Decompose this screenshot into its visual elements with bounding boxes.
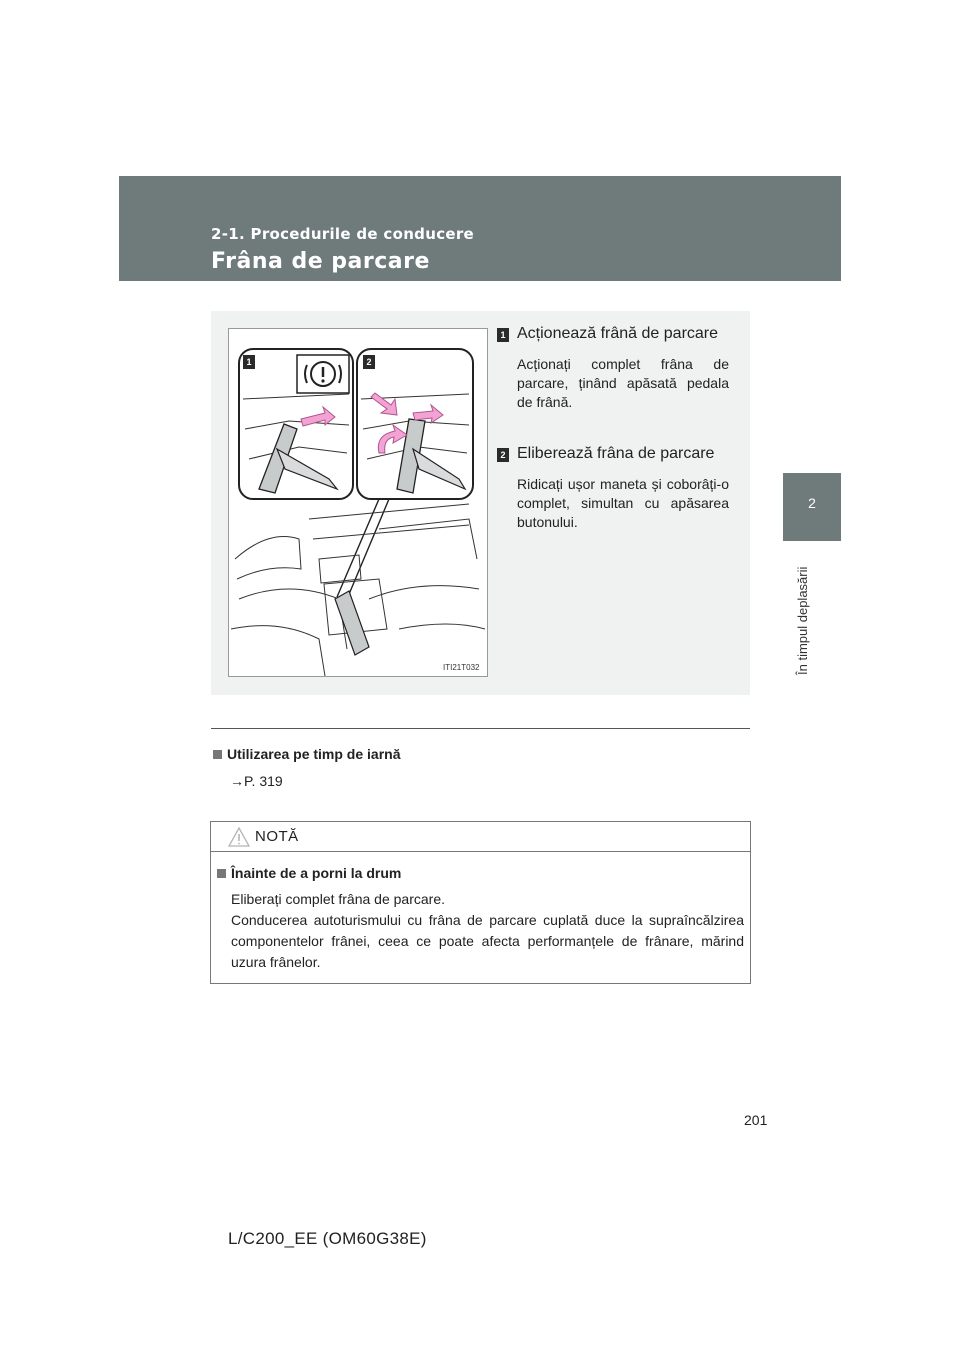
notice-body bbox=[231, 889, 744, 973]
item-description: Acționați complet frâna de parcare, ținând apăsată pedala de frână. bbox=[517, 356, 729, 410]
notice-label: NOTĂ bbox=[255, 828, 299, 845]
page-header bbox=[119, 176, 841, 281]
item-title: Acționează frână de parcare bbox=[517, 325, 719, 342]
parking-brake-drawing bbox=[229, 329, 487, 676]
square-bullet-icon bbox=[213, 750, 222, 759]
item-release-brake bbox=[497, 442, 729, 532]
page-title: Frâna de parcare bbox=[211, 249, 430, 274]
item-badge: 1 bbox=[497, 328, 509, 342]
page-reference-link[interactable]: →P. 319 bbox=[230, 773, 283, 789]
item-title: Eliberează frâna de parcare bbox=[517, 445, 715, 462]
notice-header bbox=[211, 822, 750, 852]
notice-line: Conducerea autoturismului cu frâna de parcare cuplată duce la supraîncălzirea componentelor frânei, ceea ce poate afecta performanțele de frânare, mărind uzura frânelor. bbox=[231, 912, 744, 970]
badge-1: 1 bbox=[243, 355, 255, 369]
section-label: 2-1. Procedurile de conducere bbox=[211, 225, 475, 243]
warning-triangle-icon bbox=[228, 827, 250, 847]
figure-code: ITI21T032 bbox=[443, 663, 480, 672]
item-description: Ridicați ușor maneta și coborâți-o complet, simultan cu apăsarea butonului. bbox=[517, 476, 729, 530]
parking-brake-illustration bbox=[228, 328, 488, 677]
badge-2: 2 bbox=[363, 355, 375, 369]
chapter-number: 2 bbox=[808, 495, 816, 511]
notice-subtitle: Înainte de a porni la drum bbox=[217, 865, 401, 881]
page-number: 201 bbox=[744, 1112, 768, 1128]
chapter-tab[interactable] bbox=[783, 473, 841, 541]
document-footer: L/C200_EE (OM60G38E) bbox=[228, 1229, 427, 1248]
square-bullet-icon bbox=[217, 869, 226, 878]
item-badge: 2 bbox=[497, 448, 509, 462]
chapter-label: În timpul deplasării bbox=[795, 566, 810, 675]
section-divider bbox=[211, 728, 750, 729]
notice-line: Eliberați complet frâna de parcare. bbox=[231, 891, 445, 907]
item-apply-brake bbox=[497, 322, 729, 412]
notice-box bbox=[210, 821, 751, 984]
winter-use-title: Utilizarea pe timp de iarnă bbox=[213, 746, 401, 762]
